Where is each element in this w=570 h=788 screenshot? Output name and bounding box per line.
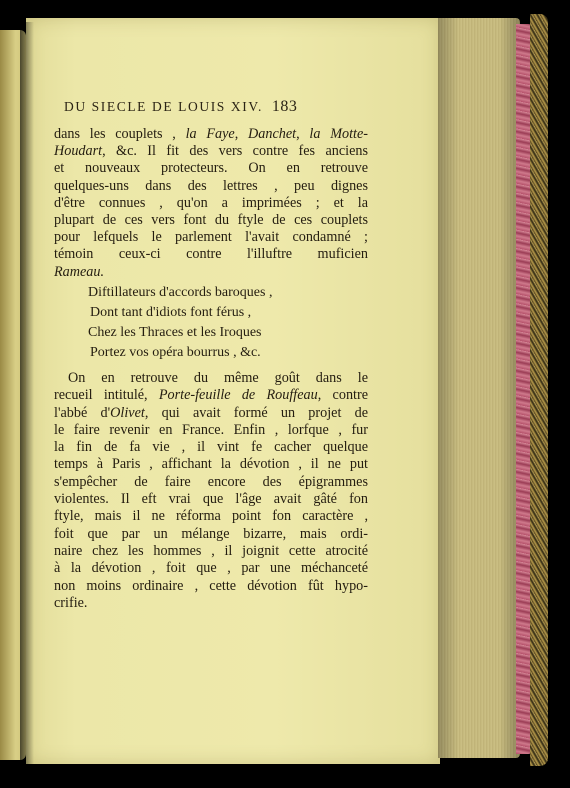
text-line: à la dévotion , foit que , par une méchanceté: [54, 560, 368, 577]
text-line: ftyle, mais il ne réforma point fon caractère ,: [54, 508, 368, 525]
text-line: recueil intitulé, Porte-feuille de Rouffeau, contre: [54, 387, 368, 404]
cover-binding: [530, 14, 548, 766]
text-line: plupart de ces vers font du ftyle de ces couplets: [54, 212, 368, 229]
text-line: Houdart, &c. Il fit des vers contre fes anciens: [54, 143, 368, 160]
text-line: l'abbé d'Olivet, qui avait formé un projet de: [54, 404, 369, 421]
text-line: On en retrouve du même goût dans le: [68, 370, 368, 386]
verse-line: Chez les Thraces et les Iroques: [88, 325, 262, 340]
text-line: naire chez les hommes , il joignit cette atrocité: [54, 542, 368, 559]
text-line: non moins ordinaire , cette dévotion fût hypo-: [54, 577, 368, 594]
page-edges-shade: [438, 18, 520, 758]
gutter-shadow: [20, 22, 34, 766]
text-line: Rameau.: [54, 263, 105, 280]
text-line: et nouveaux protecteurs. On en retrouve: [54, 160, 368, 177]
verse-line: Diftillateurs d'accords baroques ,: [88, 285, 273, 300]
text-line: la fin de fa vie , il vint fe cacher quelque: [54, 439, 368, 456]
paragraph-1: [54, 126, 368, 281]
text-line: dans les couplets , la Faye, Danchet, la Motte-: [54, 126, 369, 142]
running-title: DU SIECLE DE LOUIS XIV.: [64, 99, 263, 114]
text-line: temps à Paris , affichant la dévotion , il ne put: [54, 456, 368, 473]
text-line: crifie.: [54, 594, 88, 611]
verse-line: Portez vos opéra bourrus , &c.: [90, 345, 261, 360]
text-line: s'empêcher de faire encore des épigrammes: [54, 473, 368, 490]
verse-quote: [88, 283, 328, 363]
text-line: témoin ceux-ci contre l'illuftre muficien: [54, 246, 368, 263]
page-number: 183: [271, 98, 298, 115]
text-line: pour lefquels le parlement l'avait condamné ;: [54, 229, 368, 246]
text-line: d'être connues , qu'on a imprimées ; et la: [54, 194, 368, 211]
running-header: [64, 98, 394, 116]
paragraph-2: [54, 370, 368, 612]
verse-line: Dont tant d'idiots font férus ,: [90, 305, 252, 320]
text-line: foit que par un mélange bizarre, mais ordi-: [54, 525, 368, 542]
text-line: le faire revenir en France. Enfin , lorfque , fur: [54, 421, 368, 438]
text-line: violentes. Il eft vrai que l'âge avait gâté fon: [54, 491, 368, 508]
text-line: quelques-uns dans des lettres , peu dignes: [54, 177, 368, 194]
